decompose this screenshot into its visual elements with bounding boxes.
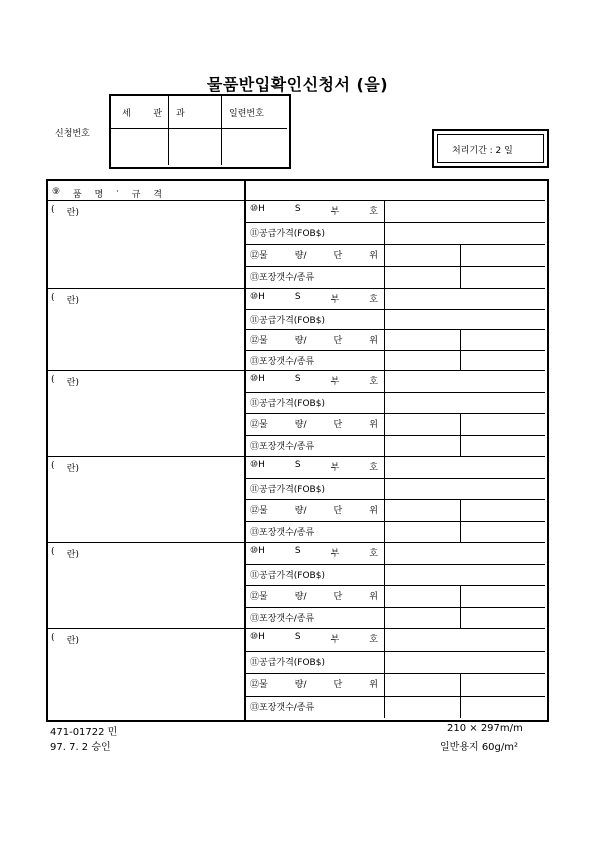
quantity-unit-label: ⑫물 량/ 단 위 [250,251,378,261]
quantity-unit-label: ⑫물 량/ 단 위 [250,336,378,346]
hs-code-label: ⑩H S 부 호 [250,546,378,559]
item-name-spec-header: ⑨ 품 명 · 규 격 [52,187,162,200]
application-number-label: 신청번호 [55,129,90,139]
quantity-unit-label: ⑫물 량/ 단 위 [250,592,378,602]
section-label: ( 란) [51,205,79,218]
hs-code-label: ⑩H S 부 호 [250,204,378,217]
supply-price-label: ⑪공급가격(FOB$) [250,485,325,495]
processing-period: 처리기간 : 2 일 [452,146,513,156]
paper-size: 210 × 297m/m [447,723,523,734]
form-number: 471-01722 민 [50,727,118,738]
hs-code-label: ⑩H S 부 호 [250,374,378,387]
supply-price-label: ⑪공급가격(FOB$) [250,658,325,668]
packaging-label: ⑬포장갯수/종류 [250,442,315,452]
supply-price-label: ⑪공급가격(FOB$) [250,316,325,326]
serial-number-label: 일련번호 [229,109,264,119]
quantity-unit-label: ⑫물 량/ 단 위 [250,680,378,690]
packaging-label: ⑬포장갯수/종류 [250,528,315,538]
packaging-label: ⑬포장갯수/종류 [250,703,315,713]
approval-date: 97. 7. 2 승인 [50,742,111,753]
section-label: ( 란) [51,375,79,388]
packaging-label: ⑬포장갯수/종류 [250,273,315,283]
department-label: 과 [176,109,185,119]
quantity-unit-label: ⑫물 량/ 단 위 [250,420,378,430]
packaging-label: ⑬포장갯수/종류 [250,614,315,624]
section-label: ( 란) [51,547,79,560]
paper-type: 일반용지 60g/m² [440,742,519,753]
document-title: 물품반입확인신청서 (을) [206,75,389,94]
supply-price-label: ⑪공급가격(FOB$) [250,571,325,581]
hs-code-label: ⑩H S 부 호 [250,632,378,645]
section-label: ( 란) [51,293,79,306]
supply-price-label: ⑪공급가격(FOB$) [250,399,325,409]
supply-price-label: ⑪공급가격(FOB$) [250,229,325,239]
quantity-unit-label: ⑫물 량/ 단 위 [250,506,378,516]
customs-label: 세 관 [122,109,162,119]
hs-code-label: ⑩H S 부 호 [250,292,378,305]
hs-code-label: ⑩H S 부 호 [250,460,378,473]
section-label: ( 란) [51,461,79,474]
packaging-label: ⑬포장갯수/종류 [250,357,315,367]
section-label: ( 란) [51,633,79,646]
